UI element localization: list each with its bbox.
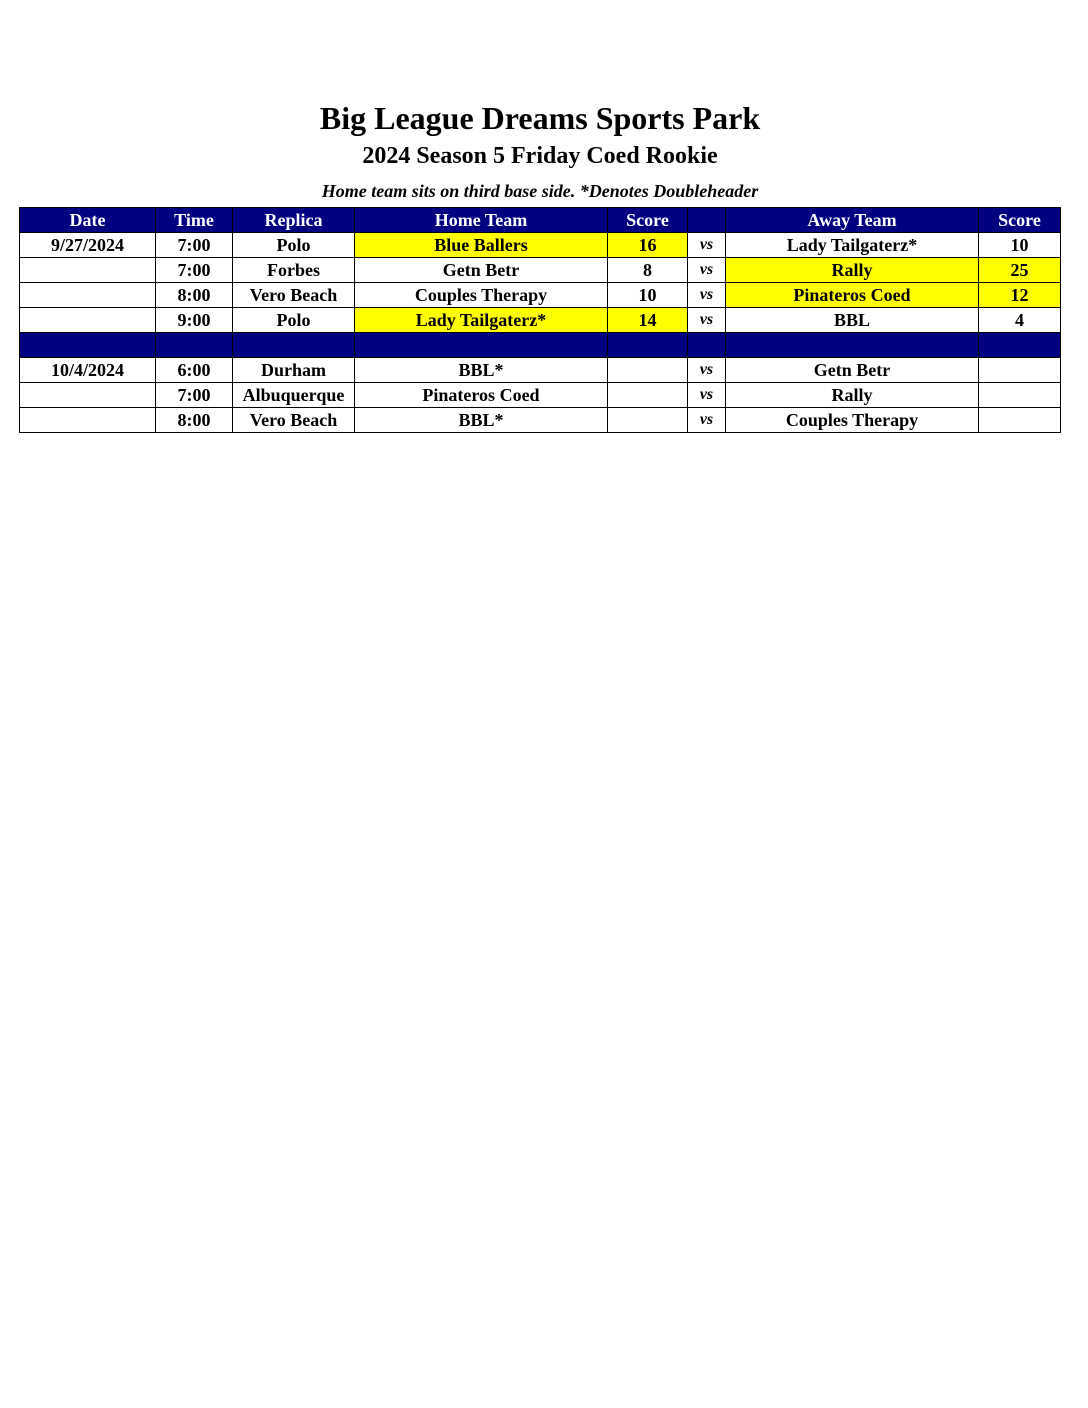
cell-home-team: Lady Tailgaterz* <box>355 308 608 333</box>
cell-replica: Durham <box>233 358 355 383</box>
cell-time: 8:00 <box>156 408 233 433</box>
table-row <box>20 308 1061 333</box>
table-row <box>20 358 1061 383</box>
table-row <box>20 258 1061 283</box>
cell-home-score: 16 <box>608 233 688 258</box>
cell-away-team: Lady Tailgaterz* <box>726 233 979 258</box>
schedule-body <box>20 233 1061 433</box>
cell-home-score <box>608 358 688 383</box>
cell-home-team: Blue Ballers <box>355 233 608 258</box>
cell-home-team: BBL* <box>355 408 608 433</box>
cell-vs: vs <box>688 408 726 433</box>
separator-cell <box>726 333 979 358</box>
table-row <box>20 383 1061 408</box>
cell-vs: vs <box>688 383 726 408</box>
cell-time: 9:00 <box>156 308 233 333</box>
cell-home-score <box>608 408 688 433</box>
cell-date <box>20 383 156 408</box>
header-row <box>20 208 1061 233</box>
separator-cell <box>979 333 1061 358</box>
cell-vs: vs <box>688 258 726 283</box>
cell-away-score: 12 <box>979 283 1061 308</box>
cell-date: 9/27/2024 <box>20 233 156 258</box>
cell-replica: Polo <box>233 308 355 333</box>
cell-away-team: Rally <box>726 258 979 283</box>
cell-away-team: Couples Therapy <box>726 408 979 433</box>
cell-vs: vs <box>688 358 726 383</box>
column-header-away-team: Away Team <box>726 208 979 233</box>
cell-home-team: Pinateros Coed <box>355 383 608 408</box>
column-header-replica: Replica <box>233 208 355 233</box>
cell-replica: Vero Beach <box>233 283 355 308</box>
separator-cell <box>233 333 355 358</box>
separator-cell <box>355 333 608 358</box>
cell-away-score: 4 <box>979 308 1061 333</box>
cell-home-score: 10 <box>608 283 688 308</box>
cell-away-team: Pinateros Coed <box>726 283 979 308</box>
cell-replica: Vero Beach <box>233 408 355 433</box>
cell-vs: vs <box>688 233 726 258</box>
separator-row <box>20 333 1061 358</box>
column-header-vs <box>688 208 726 233</box>
cell-time: 7:00 <box>156 383 233 408</box>
cell-away-score <box>979 408 1061 433</box>
cell-away-score: 10 <box>979 233 1061 258</box>
column-header-time: Time <box>156 208 233 233</box>
cell-away-team: Getn Betr <box>726 358 979 383</box>
table-row <box>20 408 1061 433</box>
cell-home-score <box>608 383 688 408</box>
cell-date <box>20 308 156 333</box>
cell-away-score: 25 <box>979 258 1061 283</box>
cell-date <box>20 283 156 308</box>
cell-time: 7:00 <box>156 233 233 258</box>
cell-time: 7:00 <box>156 258 233 283</box>
cell-replica: Forbes <box>233 258 355 283</box>
separator-cell <box>608 333 688 358</box>
cell-away-score <box>979 358 1061 383</box>
cell-away-score <box>979 383 1061 408</box>
table-row <box>20 283 1061 308</box>
cell-date: 10/4/2024 <box>20 358 156 383</box>
column-header-date: Date <box>20 208 156 233</box>
cell-vs: vs <box>688 283 726 308</box>
cell-home-score: 14 <box>608 308 688 333</box>
column-header-home-score: Score <box>608 208 688 233</box>
table-row <box>20 233 1061 258</box>
cell-home-team: BBL* <box>355 358 608 383</box>
cell-replica: Polo <box>233 233 355 258</box>
page-title: Big League Dreams Sports Park <box>319 100 761 136</box>
cell-time: 6:00 <box>156 358 233 383</box>
schedule-table <box>19 207 1061 433</box>
cell-date <box>20 408 156 433</box>
cell-date <box>20 258 156 283</box>
cell-home-team: Getn Betr <box>355 258 608 283</box>
cell-away-team: Rally <box>726 383 979 408</box>
separator-cell <box>156 333 233 358</box>
column-header-away-score: Score <box>979 208 1061 233</box>
column-header-home-team: Home Team <box>355 208 608 233</box>
separator-cell <box>688 333 726 358</box>
cell-home-score: 8 <box>608 258 688 283</box>
cell-time: 8:00 <box>156 283 233 308</box>
page-note: Home team sits on third base side. *Denotes Doubleheader <box>321 181 759 201</box>
cell-replica: Albuquerque <box>233 383 355 408</box>
separator-cell <box>20 333 156 358</box>
cell-away-team: BBL <box>726 308 979 333</box>
cell-home-team: Couples Therapy <box>355 283 608 308</box>
cell-vs: vs <box>688 308 726 333</box>
page-subtitle: 2024 Season 5 Friday Coed Rookie <box>362 143 718 169</box>
